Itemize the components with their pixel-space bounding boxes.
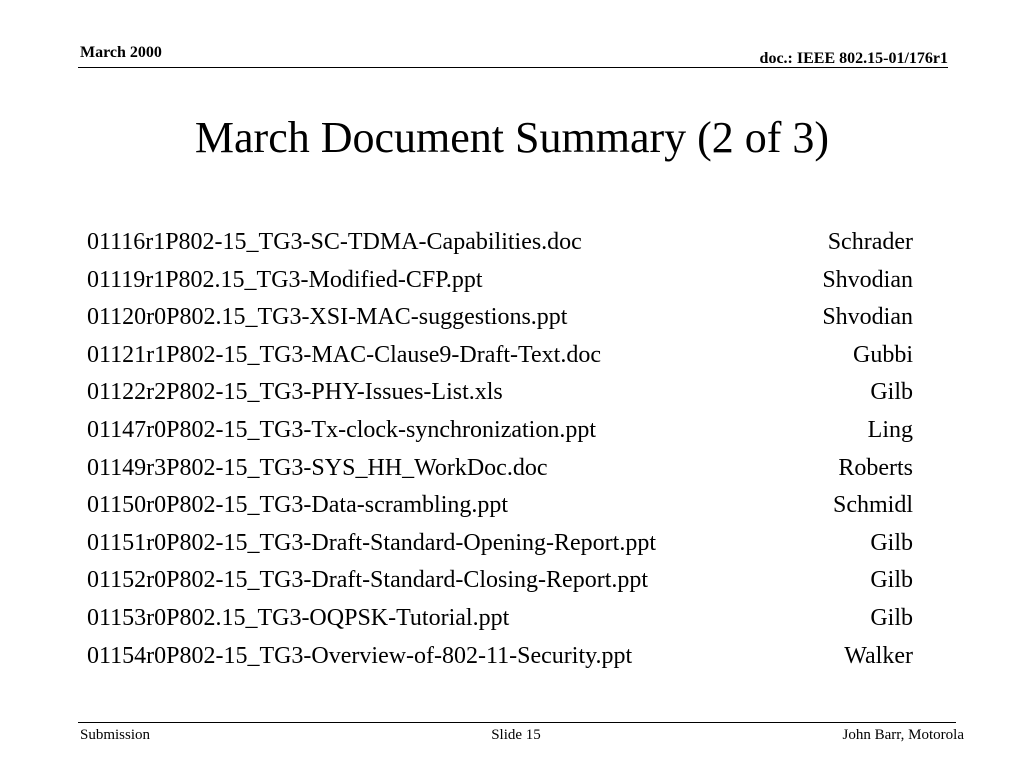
list-item	[87, 224, 913, 262]
document-name: 01119r1P802.15_TG3-Modified-CFP.ppt	[87, 266, 483, 293]
document-name: 01120r0P802.15_TG3-XSI-MAC-suggestions.ppt	[87, 304, 568, 331]
document-author: Schmidl	[832, 492, 913, 519]
document-name: 01152r0P802-15_TG3-Draft-Standard-Closing-Report.ppt	[87, 567, 649, 594]
document-name: 01151r0P802-15_TG3-Draft-Standard-Opening-Report.ppt	[87, 529, 656, 556]
list-item	[87, 450, 913, 488]
document-author: Shvodian	[822, 304, 913, 331]
list-item	[87, 600, 913, 638]
list-item	[87, 487, 913, 525]
document-name: 01116r1P802-15_TG3-SC-TDMA-Capabilities.doc	[87, 229, 582, 255]
list-item	[87, 337, 913, 375]
document-name: 01150r0P802-15_TG3-Data-scrambling.ppt	[87, 492, 509, 519]
document-name: 01153r0P802.15_TG3-OQPSK-Tutorial.ppt	[87, 604, 510, 631]
document-name: 01121r1P802-15_TG3-MAC-Clause9-Draft-Text.doc	[87, 341, 601, 368]
footer-submission: Submission	[80, 727, 151, 743]
footer-author: John Barr, Motorola	[842, 727, 964, 743]
document-author: Schrader	[827, 229, 913, 255]
document-author: Walker	[844, 642, 913, 669]
document-author: Gubbi	[853, 341, 913, 368]
document-author: Gilb	[870, 567, 913, 594]
document-author: Roberts	[838, 454, 913, 481]
list-item	[87, 638, 913, 676]
document-list	[87, 224, 913, 675]
document-author: Gilb	[870, 379, 913, 406]
footer-divider	[78, 722, 956, 723]
document-author: Gilb	[870, 529, 913, 556]
document-author: Ling	[867, 416, 913, 443]
document-author: Gilb	[870, 604, 913, 631]
document-author: Shvodian	[822, 266, 913, 293]
list-item	[87, 299, 913, 337]
header-date: March 2000	[80, 44, 162, 61]
document-name: 01154r0P802-15_TG3-Overview-of-802-11-Security.ppt	[87, 642, 633, 669]
document-name: 01147r0P802-15_TG3-Tx-clock-synchronization.ppt	[87, 416, 597, 443]
list-item	[87, 374, 913, 412]
header-doc-id: doc.: IEEE 802.15-01/176r1	[759, 50, 948, 67]
document-name: 01122r2P802-15_TG3-PHY-Issues-List.xls	[87, 379, 503, 406]
document-name: 01149r3P802-15_TG3-SYS_HH_WorkDoc.doc	[87, 454, 548, 481]
list-item	[87, 562, 913, 600]
list-item	[87, 412, 913, 450]
slide-title: March Document Summary (2 of 3)	[194, 113, 830, 162]
list-item	[87, 525, 913, 563]
header-divider	[78, 67, 948, 68]
list-item	[87, 262, 913, 300]
footer-slide-number: Slide 15	[491, 727, 541, 743]
